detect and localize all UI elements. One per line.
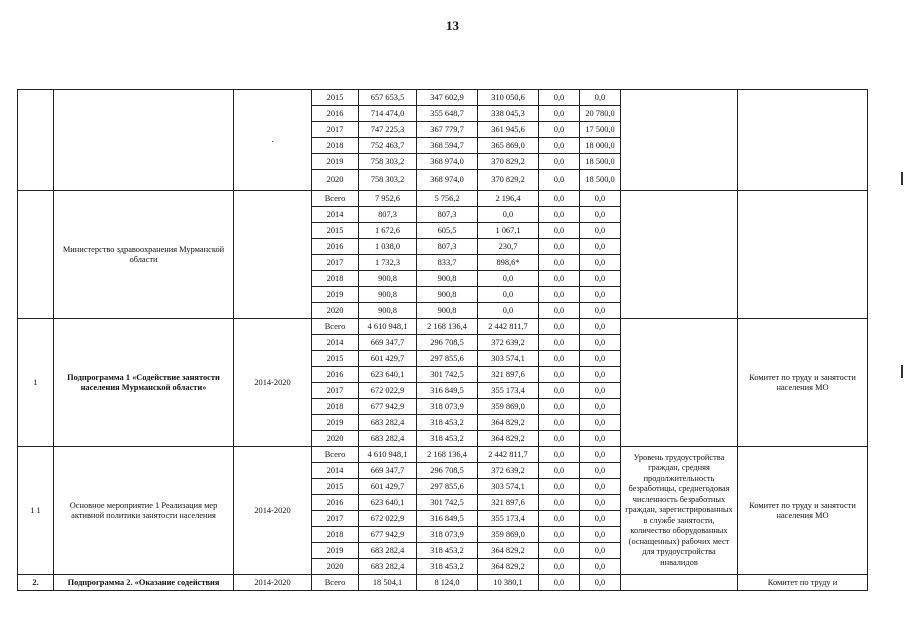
federal-budget-cell: 361 945,6: [478, 122, 539, 138]
total-cell: 672 022,9: [359, 511, 417, 527]
year-cell: 2016: [312, 367, 359, 383]
federal-budget-cell: 0,0: [478, 207, 539, 223]
year-cell: 2015: [312, 90, 359, 106]
table-row: [18, 90, 868, 106]
local-budget-cell: 0,0: [539, 287, 580, 303]
local-budget-cell: 0,0: [539, 271, 580, 287]
total-cell: 714 474,0: [359, 106, 417, 122]
local-budget-cell: 0,0: [539, 415, 580, 431]
total-cell: 677 942,9: [359, 527, 417, 543]
local-budget-cell: 0,0: [539, 543, 580, 559]
other-sources-cell: 0,0: [580, 287, 621, 303]
table-row: [18, 191, 868, 207]
regional-budget-cell: 807,3: [417, 239, 478, 255]
other-sources-cell: 0,0: [580, 335, 621, 351]
executor-cell: Комитет по труду и занятости населения МО: [738, 319, 868, 447]
term-cell: 2014-2020: [234, 319, 312, 447]
local-budget-cell: 0,0: [539, 399, 580, 415]
federal-budget-cell: 2 442 811,7: [478, 447, 539, 463]
year-cell: 2019: [312, 287, 359, 303]
regional-budget-cell: 355 648,7: [417, 106, 478, 122]
term-cell: [234, 191, 312, 319]
total-cell: 1 672,6: [359, 223, 417, 239]
other-sources-cell: 0,0: [580, 191, 621, 207]
year-cell: 2019: [312, 543, 359, 559]
year-cell: 2020: [312, 431, 359, 447]
total-cell: 683 282,4: [359, 431, 417, 447]
margin-mark: [901, 172, 903, 185]
local-budget-cell: 0,0: [539, 335, 580, 351]
total-cell: 900,8: [359, 287, 417, 303]
regional-budget-cell: 900,8: [417, 303, 478, 319]
indicators-cell: Уровень трудоустройства граждан, средняя продолжительность безработицы, среднегодовая численность безработных граждан, зарегистрированных в службе занятости, количество оборудованных (оснащенных) рабочих мест для трудоустройства инвалидов: [621, 447, 738, 575]
table-row: [18, 319, 868, 335]
other-sources-cell: 0,0: [580, 511, 621, 527]
year-cell: Всего: [312, 447, 359, 463]
federal-budget-cell: 372 639,2: [478, 335, 539, 351]
year-cell: 2019: [312, 154, 359, 170]
other-sources-cell: 0,0: [580, 351, 621, 367]
total-cell: 900,8: [359, 303, 417, 319]
federal-budget-cell: 1 067,1: [478, 223, 539, 239]
number-cell: [18, 191, 54, 319]
total-cell: 669 347,7: [359, 335, 417, 351]
year-cell: 2015: [312, 223, 359, 239]
year-cell: 2015: [312, 479, 359, 495]
local-budget-cell: 0,0: [539, 191, 580, 207]
page-number: 13: [446, 18, 459, 33]
local-budget-cell: 0,0: [539, 319, 580, 335]
other-sources-cell: 17 500,0: [580, 122, 621, 138]
federal-budget-cell: 364 829,2: [478, 415, 539, 431]
other-sources-cell: 0,0: [580, 207, 621, 223]
regional-budget-cell: 900,8: [417, 271, 478, 287]
other-sources-cell: 0,0: [580, 319, 621, 335]
regional-budget-cell: 605,5: [417, 223, 478, 239]
total-cell: 758 303,2: [359, 154, 417, 170]
budget-table-container: [17, 89, 868, 591]
year-cell: 2017: [312, 255, 359, 271]
other-sources-cell: 0,0: [580, 463, 621, 479]
local-budget-cell: 0,0: [539, 170, 580, 191]
year-cell: 2018: [312, 399, 359, 415]
federal-budget-cell: 370 829,2: [478, 154, 539, 170]
number-cell: [18, 90, 54, 191]
regional-budget-cell: 318 453,2: [417, 415, 478, 431]
total-cell: 807,3: [359, 207, 417, 223]
year-cell: 2019: [312, 415, 359, 431]
other-sources-cell: 0,0: [580, 271, 621, 287]
year-cell: 2016: [312, 106, 359, 122]
year-cell: 2016: [312, 495, 359, 511]
other-sources-cell: 0,0: [580, 527, 621, 543]
executor-cell: Комитет по труду и: [738, 575, 868, 591]
other-sources-cell: 0,0: [580, 255, 621, 271]
local-budget-cell: 0,0: [539, 154, 580, 170]
executor-cell: [738, 90, 868, 191]
federal-budget-cell: 364 829,2: [478, 559, 539, 575]
regional-budget-cell: 2 168 136,4: [417, 319, 478, 335]
year-cell: 2017: [312, 511, 359, 527]
year-cell: 2018: [312, 527, 359, 543]
other-sources-cell: 0,0: [580, 303, 621, 319]
table-row: [18, 447, 868, 463]
federal-budget-cell: 370 829,2: [478, 170, 539, 191]
total-cell: 752 463,7: [359, 138, 417, 154]
regional-budget-cell: 367 779,7: [417, 122, 478, 138]
federal-budget-cell: 2 196,4: [478, 191, 539, 207]
regional-budget-cell: 807,3: [417, 207, 478, 223]
regional-budget-cell: 301 742,5: [417, 495, 478, 511]
total-cell: 677 942,9: [359, 399, 417, 415]
year-cell: 2018: [312, 271, 359, 287]
year-cell: Всего: [312, 319, 359, 335]
regional-budget-cell: 368 974,0: [417, 154, 478, 170]
federal-budget-cell: 2 442 811,7: [478, 319, 539, 335]
table-row: [18, 575, 868, 591]
year-cell: 2017: [312, 122, 359, 138]
regional-budget-cell: 318 073,9: [417, 399, 478, 415]
regional-budget-cell: 297 855,6: [417, 479, 478, 495]
federal-budget-cell: 310 050,6: [478, 90, 539, 106]
year-cell: Всего: [312, 575, 359, 591]
local-budget-cell: 0,0: [539, 463, 580, 479]
year-cell: 2016: [312, 239, 359, 255]
indicators-cell: [621, 319, 738, 447]
local-budget-cell: 0,0: [539, 255, 580, 271]
other-sources-cell: 0,0: [580, 239, 621, 255]
budget-table-body: [18, 90, 868, 591]
federal-budget-cell: 898,6*: [478, 255, 539, 271]
year-cell: 2014: [312, 207, 359, 223]
other-sources-cell: 0,0: [580, 431, 621, 447]
local-budget-cell: 0,0: [539, 138, 580, 154]
year-cell: 2015: [312, 351, 359, 367]
total-cell: 683 282,4: [359, 543, 417, 559]
margin-mark: [901, 365, 903, 378]
total-cell: 683 282,4: [359, 559, 417, 575]
term-cell: .: [234, 90, 312, 191]
measure-name-cell: Основное мероприятие 1 Реализация мер активной политики занятости населения: [54, 447, 234, 575]
number-cell: 1 1: [18, 447, 54, 575]
other-sources-cell: 0,0: [580, 543, 621, 559]
indicators-cell: [621, 90, 738, 191]
subprogram-name-cell: Подпрограмма 2. «Оказание содействия: [54, 575, 234, 591]
total-cell: 1 732,3: [359, 255, 417, 271]
other-sources-cell: 20 780,0: [580, 106, 621, 122]
total-cell: 747 225,3: [359, 122, 417, 138]
regional-budget-cell: 316 849,5: [417, 511, 478, 527]
local-budget-cell: 0,0: [539, 495, 580, 511]
other-sources-cell: 18 500,0: [580, 154, 621, 170]
local-budget-cell: 0,0: [539, 511, 580, 527]
other-sources-cell: 0,0: [580, 367, 621, 383]
term-cell: 2014-2020: [234, 575, 312, 591]
total-cell: 601 429,7: [359, 479, 417, 495]
subprogram-name-cell: Подпрограмма 1 «Содействие занятости населения Мурманской области»: [54, 319, 234, 447]
indicators-cell: [621, 575, 738, 591]
regional-budget-cell: 296 708,5: [417, 463, 478, 479]
term-cell: 2014-2020: [234, 447, 312, 575]
regional-budget-cell: 5 756,2: [417, 191, 478, 207]
other-sources-cell: 0,0: [580, 447, 621, 463]
regional-budget-cell: 296 708,5: [417, 335, 478, 351]
name-cell: [54, 90, 234, 191]
indicators-cell: [621, 191, 738, 319]
regional-budget-cell: 368 974,0: [417, 170, 478, 191]
year-cell: 2017: [312, 383, 359, 399]
year-cell: 2014: [312, 335, 359, 351]
local-budget-cell: 0,0: [539, 106, 580, 122]
total-cell: 669 347,7: [359, 463, 417, 479]
total-cell: 601 429,7: [359, 351, 417, 367]
local-budget-cell: 0,0: [539, 559, 580, 575]
total-cell: 683 282,4: [359, 415, 417, 431]
regional-budget-cell: 316 849,5: [417, 383, 478, 399]
total-cell: 657 653,5: [359, 90, 417, 106]
total-cell: 758 303,2: [359, 170, 417, 191]
federal-budget-cell: 10 380,1: [478, 575, 539, 591]
year-cell: 2020: [312, 170, 359, 191]
number-cell: 1: [18, 319, 54, 447]
year-cell: Всего: [312, 191, 359, 207]
other-sources-cell: 0,0: [580, 559, 621, 575]
regional-budget-cell: 297 855,6: [417, 351, 478, 367]
year-cell: 2020: [312, 559, 359, 575]
total-cell: 900,8: [359, 271, 417, 287]
local-budget-cell: 0,0: [539, 479, 580, 495]
federal-budget-cell: 321 897,6: [478, 495, 539, 511]
other-sources-cell: 0,0: [580, 415, 621, 431]
local-budget-cell: 0,0: [539, 239, 580, 255]
federal-budget-cell: 0,0: [478, 287, 539, 303]
regional-budget-cell: 2 168 136,4: [417, 447, 478, 463]
federal-budget-cell: 372 639,2: [478, 463, 539, 479]
number-cell: 2.: [18, 575, 54, 591]
executor-cell: Комитет по труду и занятости населения МО: [738, 447, 868, 575]
federal-budget-cell: 355 173,4: [478, 383, 539, 399]
local-budget-cell: 0,0: [539, 527, 580, 543]
other-sources-cell: 0,0: [580, 495, 621, 511]
local-budget-cell: 0,0: [539, 575, 580, 591]
federal-budget-cell: 321 897,6: [478, 367, 539, 383]
other-sources-cell: 0,0: [580, 399, 621, 415]
other-sources-cell: 18 000,0: [580, 138, 621, 154]
local-budget-cell: 0,0: [539, 447, 580, 463]
ministry-name-cell: Министерство здравоохранения Мурманской области: [54, 191, 234, 319]
total-cell: 4 610 948,1: [359, 447, 417, 463]
year-cell: 2018: [312, 138, 359, 154]
total-cell: 7 952,6: [359, 191, 417, 207]
local-budget-cell: 0,0: [539, 90, 580, 106]
total-cell: 4 610 948,1: [359, 319, 417, 335]
regional-budget-cell: 8 124,0: [417, 575, 478, 591]
year-cell: 2020: [312, 303, 359, 319]
regional-budget-cell: 318 453,2: [417, 431, 478, 447]
federal-budget-cell: 364 829,2: [478, 543, 539, 559]
local-budget-cell: 0,0: [539, 383, 580, 399]
total-cell: 18 504,1: [359, 575, 417, 591]
federal-budget-cell: 355 173,4: [478, 511, 539, 527]
regional-budget-cell: 900,8: [417, 287, 478, 303]
local-budget-cell: 0,0: [539, 431, 580, 447]
regional-budget-cell: 301 742,5: [417, 367, 478, 383]
total-cell: 623 640,1: [359, 367, 417, 383]
local-budget-cell: 0,0: [539, 351, 580, 367]
federal-budget-cell: 365 869,0: [478, 138, 539, 154]
total-cell: 1 038,0: [359, 239, 417, 255]
executor-cell: [738, 191, 868, 319]
local-budget-cell: 0,0: [539, 367, 580, 383]
federal-budget-cell: 303 574,1: [478, 351, 539, 367]
regional-budget-cell: 368 594,7: [417, 138, 478, 154]
other-sources-cell: 0,0: [580, 575, 621, 591]
local-budget-cell: 0,0: [539, 122, 580, 138]
total-cell: 623 640,1: [359, 495, 417, 511]
other-sources-cell: 0,0: [580, 383, 621, 399]
federal-budget-cell: 0,0: [478, 303, 539, 319]
regional-budget-cell: 833,7: [417, 255, 478, 271]
federal-budget-cell: 303 574,1: [478, 479, 539, 495]
local-budget-cell: 0,0: [539, 207, 580, 223]
regional-budget-cell: 318 073,9: [417, 527, 478, 543]
other-sources-cell: 0,0: [580, 479, 621, 495]
regional-budget-cell: 318 453,2: [417, 543, 478, 559]
year-cell: 2014: [312, 463, 359, 479]
budget-table: [17, 89, 868, 591]
other-sources-cell: 0,0: [580, 223, 621, 239]
federal-budget-cell: 364 829,2: [478, 431, 539, 447]
federal-budget-cell: 0,0: [478, 271, 539, 287]
local-budget-cell: 0,0: [539, 303, 580, 319]
regional-budget-cell: 347 602,9: [417, 90, 478, 106]
total-cell: 672 022,9: [359, 383, 417, 399]
federal-budget-cell: 359 869,0: [478, 399, 539, 415]
local-budget-cell: 0,0: [539, 223, 580, 239]
federal-budget-cell: 338 045,3: [478, 106, 539, 122]
other-sources-cell: 18 500,0: [580, 170, 621, 191]
other-sources-cell: 0,0: [580, 90, 621, 106]
federal-budget-cell: 359 869,0: [478, 527, 539, 543]
regional-budget-cell: 318 453,2: [417, 559, 478, 575]
federal-budget-cell: 230,7: [478, 239, 539, 255]
